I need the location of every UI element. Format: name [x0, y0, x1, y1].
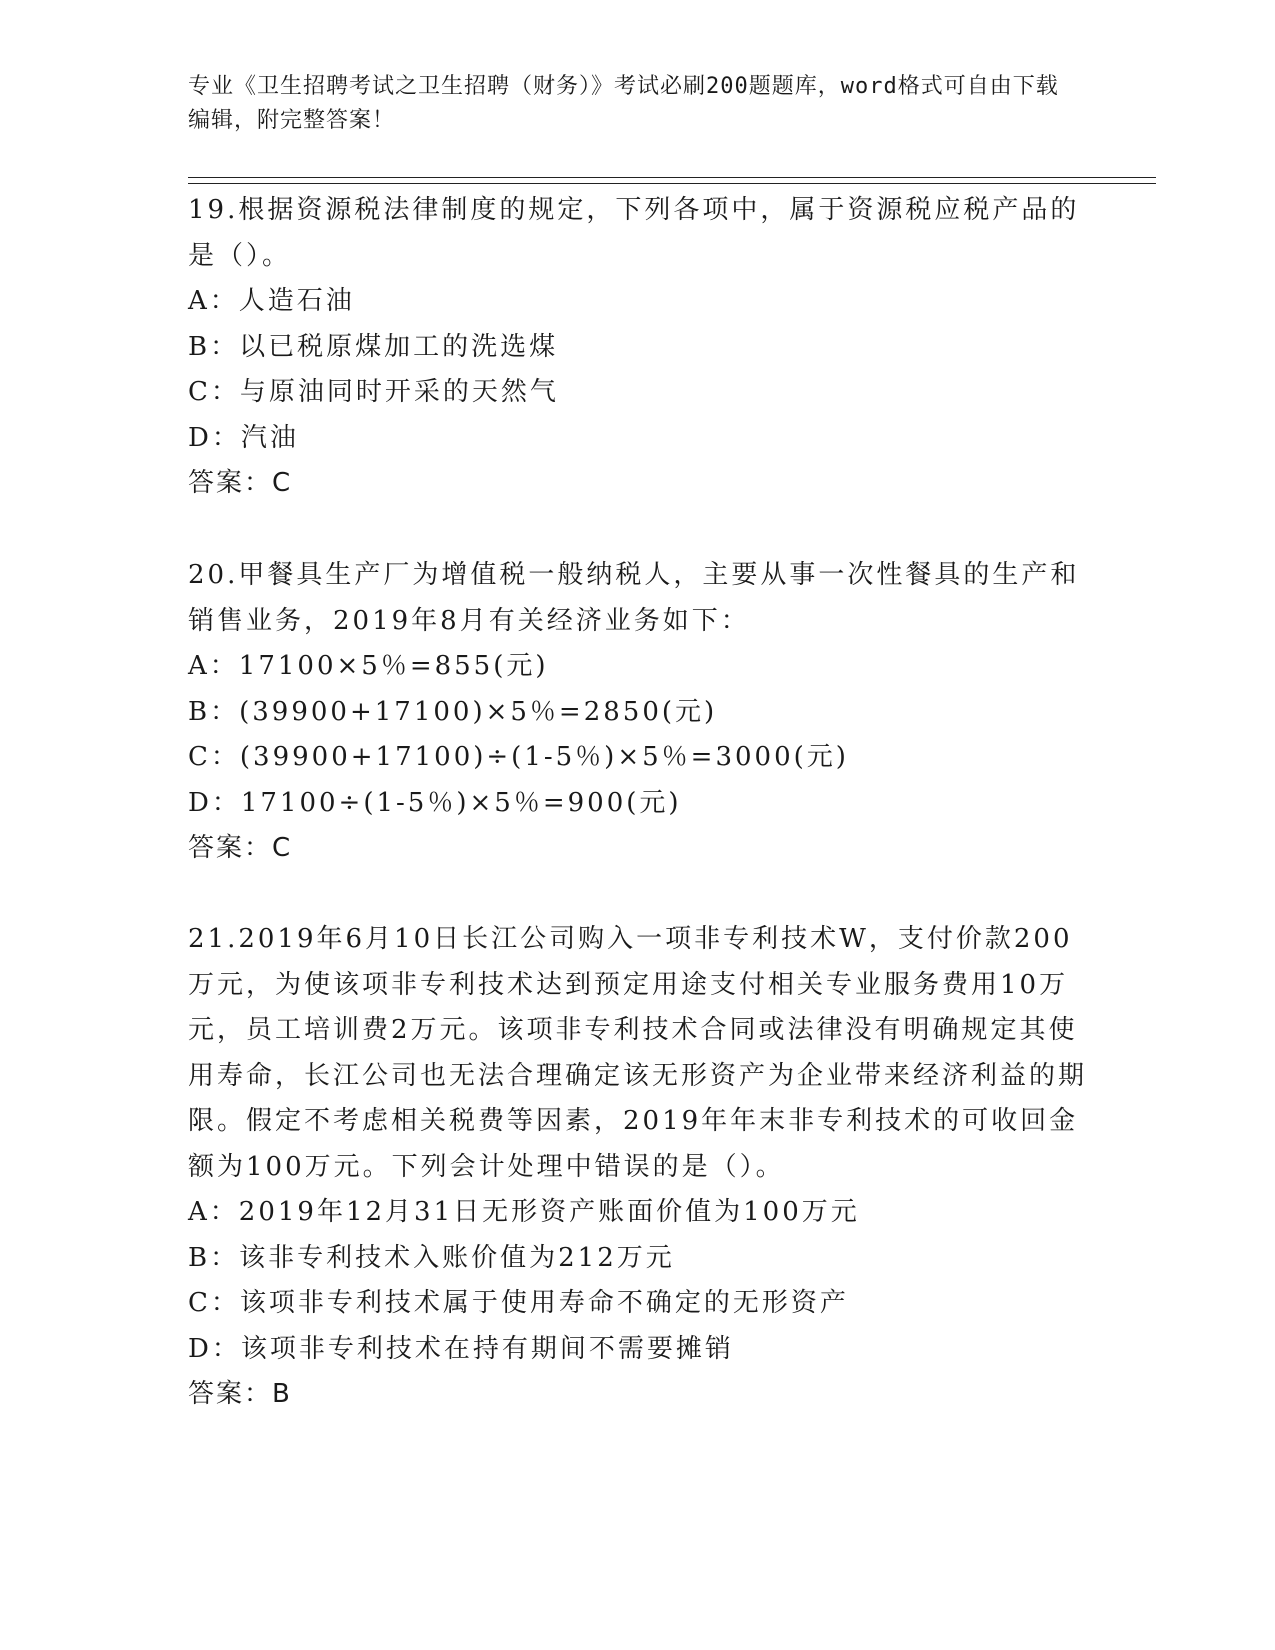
option-d: D：汽油 [188, 422, 299, 453]
answer: 答案：C [188, 833, 293, 863]
option-a: A：人造石油 [188, 286, 355, 316]
header-title: 专业《卫生招聘考试之卫生招聘（财务）》考试必刷200题题库，word格式可自由下载编辑，附完整答案！ [188, 74, 1059, 133]
answer: 答案：C [188, 468, 293, 498]
question-21 [188, 917, 1088, 1418]
option-b: B：以已税原煤加工的洗选煤 [188, 331, 559, 362]
question-stem: 19.根据资源税法律制度的规定，下列各项中，属于资源税应税产品的是（）。 [188, 195, 1080, 271]
option-d: D：该项非专利技术在持有期间不需要摊销 [188, 1333, 734, 1364]
question-stem: 21.2019年6月10日长江公司购入一项非专利技术W，支付价款200万元，为使该项非专利技术达到预定用途支付相关专业服务费用10万元，员工培训费2万元。该项非专利技术合同或法律没有明确规定其使用寿命，长江公司也无法合理确定该无形资产为企业带来经济利益的期限。假定不考虑相关税费等因素，2019年年末非专利技术的可收回金额为100万元。下列会计处理中错误的是（）。 [188, 924, 1088, 1182]
option-b: B：(39900+17100)×5％=2850(元) [188, 696, 718, 727]
option-c: C：(39900+17100)÷(1-5％)×5％=3000(元) [188, 742, 849, 772]
option-a: A：17100×5％=855(元) [188, 651, 549, 681]
answer: 答案：B [188, 1379, 292, 1409]
header-divider-bottom [188, 183, 1156, 184]
option-c: C：该项非专利技术属于使用寿命不确定的无形资产 [188, 1288, 849, 1318]
option-b: B：该非专利技术入账价值为212万元 [188, 1242, 675, 1273]
question-stem: 20.甲餐具生产厂为增值税一般纳税人，主要从事一次性餐具的生产和销售业务，2019年8月有关经济业务如下： [188, 560, 1080, 636]
header-divider-top [188, 177, 1156, 178]
option-a: A：2019年12月31日无形资产账面价值为100万元 [188, 1197, 860, 1227]
question-20 [188, 553, 1088, 872]
option-d: D：17100÷(1-5％)×5％=900(元) [188, 787, 682, 818]
document-header [188, 70, 1068, 138]
question-19 [188, 188, 1088, 507]
option-c: C：与原油同时开采的天然气 [188, 377, 559, 407]
